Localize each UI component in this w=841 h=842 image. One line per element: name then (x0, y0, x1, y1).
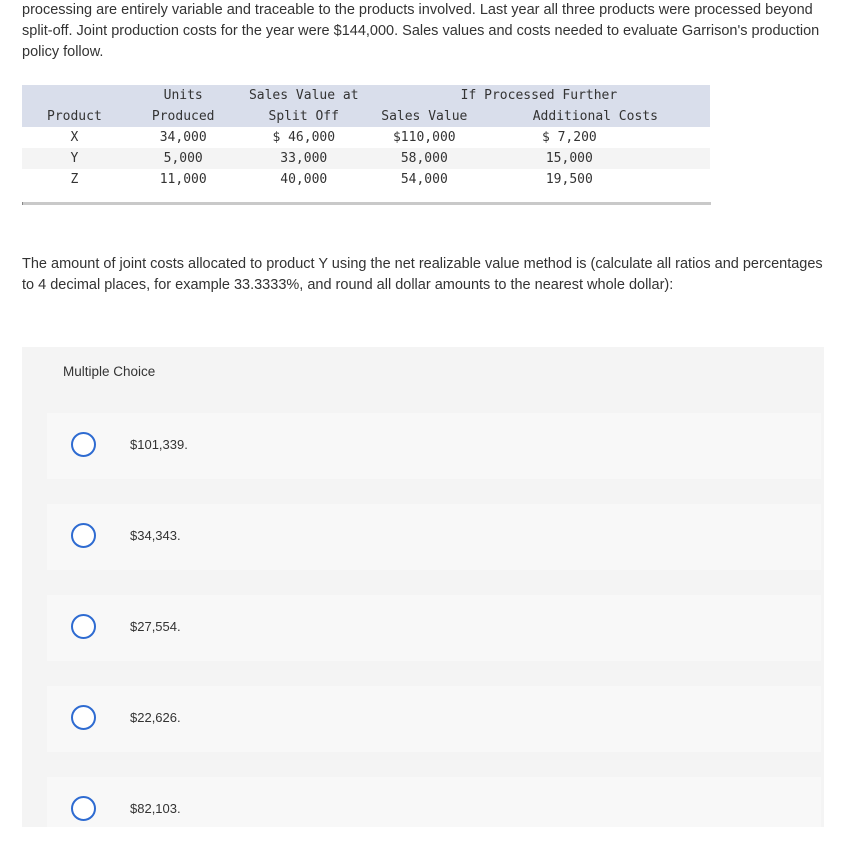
cell-split-off: $ 46,000 (240, 127, 368, 148)
multiple-choice-header: Multiple Choice (63, 364, 156, 379)
cell-split-off: 33,000 (240, 148, 368, 169)
choice-option-e[interactable] (47, 777, 821, 827)
problem-intro-text: processing are entirely variable and traceable to the products involved. Last year all three products were processed beyond split-off. Joint production costs for the year were $144,000. Sales values and costs needed to evaluate Garrison's production policy follow. (22, 2, 820, 60)
header-sales-value: Sales Value (368, 106, 481, 127)
radio-button-icon[interactable] (71, 705, 96, 730)
cell-additional-costs: $ 7,200 (481, 127, 710, 148)
choice-option-b[interactable] (47, 504, 821, 570)
cell-product: Z (22, 169, 127, 190)
header-additional-costs: Additional Costs (481, 106, 710, 127)
multiple-choice-panel (22, 347, 824, 827)
cell-product: Y (22, 148, 127, 169)
radio-button-icon[interactable] (71, 523, 96, 548)
cell-sales-value: 54,000 (368, 169, 481, 190)
table-row (22, 127, 710, 148)
cell-units: 11,000 (127, 169, 240, 190)
header-if-processed-further: If Processed Further (368, 85, 710, 106)
radio-button-icon[interactable] (71, 432, 96, 457)
cell-additional-costs: 19,500 (481, 169, 710, 190)
cell-product: X (22, 127, 127, 148)
choice-option-d[interactable] (47, 686, 821, 752)
choice-label: $82,103. (130, 801, 181, 816)
table-row (22, 169, 710, 190)
header-produced: Produced (127, 106, 240, 127)
choice-label: $27,554. (130, 619, 181, 634)
cell-additional-costs: 15,000 (481, 148, 710, 169)
radio-button-icon[interactable] (71, 614, 96, 639)
radio-button-icon[interactable] (71, 796, 96, 821)
header-units: Units (127, 85, 240, 106)
cell-sales-value: 58,000 (368, 148, 481, 169)
cell-units: 5,000 (127, 148, 240, 169)
product-data-table (22, 85, 710, 190)
question-text: The amount of joint costs allocated to product Y using the net realizable value method is (calculate all ratios and percentages to 4 decimal places, for example 33.3333%, and round all dollar amounts to the nearest whole dollar): (22, 256, 823, 293)
choice-label: $34,343. (130, 528, 181, 543)
choice-option-a[interactable] (47, 413, 821, 479)
header-empty (22, 85, 127, 106)
table-row (22, 148, 710, 169)
cell-units: 34,000 (127, 127, 240, 148)
header-sales-value-at: Sales Value at (240, 85, 368, 106)
choice-option-c[interactable] (47, 595, 821, 661)
header-product: Product (22, 106, 127, 127)
table-bottom-rule (22, 202, 711, 205)
choice-label: $22,626. (130, 710, 181, 725)
choice-label: $101,339. (130, 437, 188, 452)
cell-split-off: 40,000 (240, 169, 368, 190)
cell-sales-value: $110,000 (368, 127, 481, 148)
header-split-off: Split Off (240, 106, 368, 127)
